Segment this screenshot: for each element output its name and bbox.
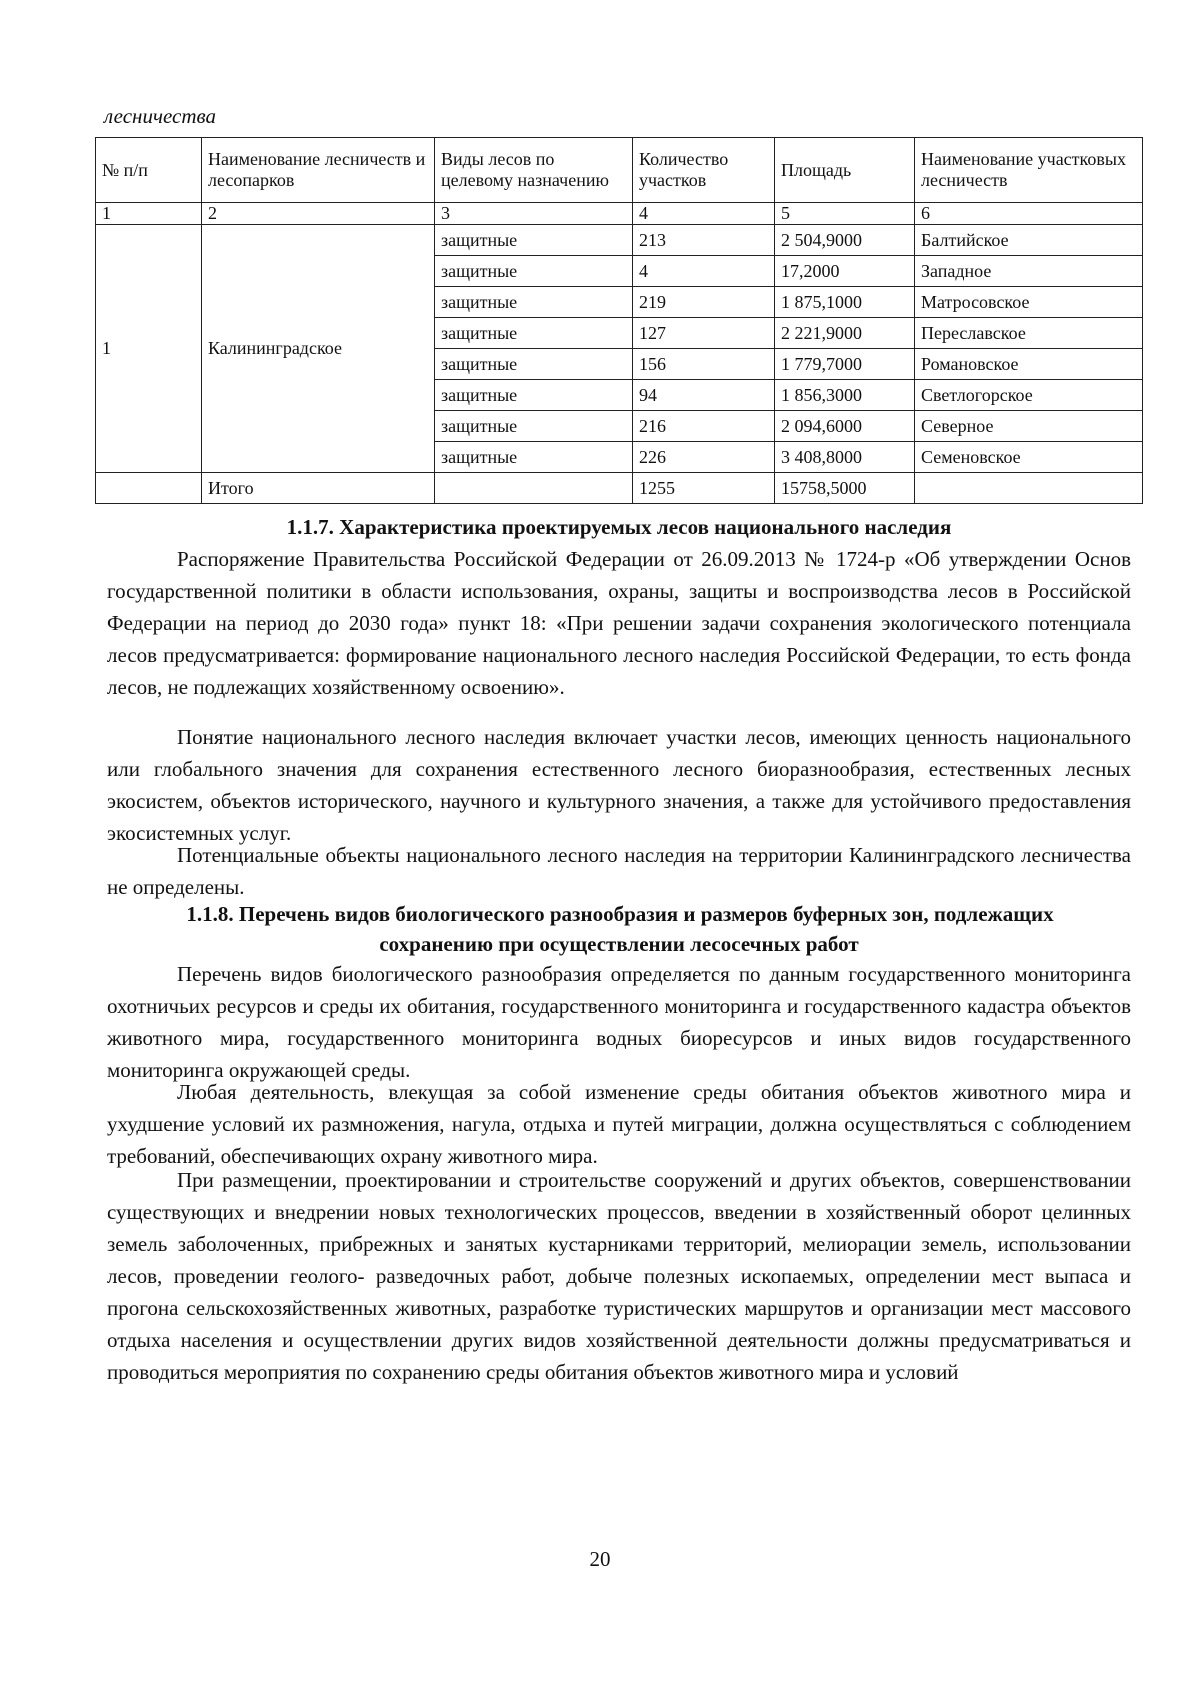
column-number-cell: 1 xyxy=(96,203,202,225)
total-count: 1255 xyxy=(633,473,775,504)
cell-type: защитные xyxy=(435,349,633,380)
cell-name: Романовское xyxy=(915,349,1143,380)
cell-name: Балтийское xyxy=(915,225,1143,256)
cell-name: Семеновское xyxy=(915,442,1143,473)
cell-name: Северное xyxy=(915,411,1143,442)
cell-count: 216 xyxy=(633,411,775,442)
cell-type: защитные xyxy=(435,411,633,442)
cell-name: Светлогорское xyxy=(915,380,1143,411)
header-cell: Наименование участковых лесничеств xyxy=(915,138,1143,203)
paragraph: Потенциальные объекты национального лесного наследия на территории Калининградского лесничества не определены. xyxy=(107,843,1131,899)
cell-type: защитные xyxy=(435,225,633,256)
cell-type: защитные xyxy=(435,442,633,473)
cell-name: Западное xyxy=(915,256,1143,287)
cell-count: 213 xyxy=(633,225,775,256)
cell-area: 2 504,9000 xyxy=(775,225,915,256)
paragraph: Распоряжение Правительства Российской Федерации от 26.09.2013 № 1724-р «Об утверждении Основ государственной политики в области использования, охраны, защиты и воспроизводства лесов в Российской Федерации на период до 2030 года» пункт 18: «При решении задачи сохранения экологического потенциала лесов предусматривается: формирование национального лесного наследия Российской Федерации, то есть фонда лесов, не подлежащих хозяйственному освоению». xyxy=(107,547,1131,699)
cell-type: защитные xyxy=(435,256,633,287)
header-cell: № п/п xyxy=(96,138,202,203)
column-number-cell: 2 xyxy=(202,203,435,225)
column-number-cell: 6 xyxy=(915,203,1143,225)
header-cell: Наименование лесничеств и лесопарков xyxy=(202,138,435,203)
column-number-cell: 4 xyxy=(633,203,775,225)
forestry-table xyxy=(95,137,1143,504)
column-number-row xyxy=(96,203,1143,225)
table-caption: лесничества xyxy=(104,104,216,128)
table-header-row xyxy=(96,138,1143,203)
table-row xyxy=(96,225,1143,256)
cell-count: 4 xyxy=(633,256,775,287)
cell-type: защитные xyxy=(435,287,633,318)
column-number-cell: 3 xyxy=(435,203,633,225)
paragraph: При размещении, проектировании и строительстве сооружений и других объектов, совершенствовании существующих и внедрении новых технологических процессов, введении в хозяйственный оборот целинных земель заболоченных, прибрежных и занятых кустарниками территорий, мелиорации земель, использовании лесов, проведении геолого- разведочных работ, добыче полезных ископаемых, определении мест выпаса и прогона сельскохозяйственных животных, разработке туристических маршрутов и организации мест массового отдыха населения и осуществлении других видов хозяйственной деятельности должны предусматриваться и проводиться мероприятия по сохранению среды обитания объектов животного мира и условий xyxy=(107,1168,1131,1384)
cell-count: 94 xyxy=(633,380,775,411)
cell-type: защитные xyxy=(435,380,633,411)
total-area: 15758,5000 xyxy=(775,473,915,504)
cell-type: защитные xyxy=(435,318,633,349)
cell-area: 1 875,1000 xyxy=(775,287,915,318)
header-cell: Виды лесов по целевому назначению xyxy=(435,138,633,203)
header-cell: Количество участков xyxy=(633,138,775,203)
table-total-row xyxy=(96,473,1143,504)
cell-count: 226 xyxy=(633,442,775,473)
total-label: Итого xyxy=(202,473,435,504)
cell-area: 2 094,6000 xyxy=(775,411,915,442)
cell-name: Матросовское xyxy=(915,287,1143,318)
total-empty-cell xyxy=(435,473,633,504)
paragraph: Понятие национального лесного наследия включает участки лесов, имеющих ценность национального или глобального значения для сохранения естественного лесного биоразнообразия, естественных лесных экосистем, объектов исторического, научного и культурного значения, а также для устойчивого предоставления экосистемных услуг. xyxy=(107,725,1131,845)
cell-count: 219 xyxy=(633,287,775,318)
section-title-1-1-7: 1.1.7. Характеристика проектируемых лесов национального наследия xyxy=(286,515,952,539)
cell-count: 156 xyxy=(633,349,775,380)
cell-count: 127 xyxy=(633,318,775,349)
section-title-1-1-8-line1: 1.1.8. Перечень видов биологического разнообразия и размеров буферных зон, подлежащих xyxy=(186,902,1054,926)
total-empty-cell xyxy=(915,473,1143,504)
cell-area: 1 779,7000 xyxy=(775,349,915,380)
cell-area: 2 221,9000 xyxy=(775,318,915,349)
paragraph: Перечень видов биологического разнообразия определяется по данным государственного мониторинга охотничьих ресурсов и среды их обитания, государственного мониторинга и государственного кадастра объектов животного мира, государственного мониторинга водных биоресурсов и иных видов государственного мониторинга окружающей среды. xyxy=(107,962,1131,1082)
cell-area: 17,2000 xyxy=(775,256,915,287)
cell-name: Переславское xyxy=(915,318,1143,349)
header-cell: Площадь xyxy=(775,138,915,203)
section-title-1-1-8-line2: сохранению при осуществлении лесосечных работ xyxy=(379,932,859,956)
cell-area: 3 408,8000 xyxy=(775,442,915,473)
column-number-cell: 5 xyxy=(775,203,915,225)
group-number-cell: 1 xyxy=(96,225,202,473)
total-empty-cell xyxy=(96,473,202,504)
cell-area: 1 856,3000 xyxy=(775,380,915,411)
group-name-cell: Калининградское xyxy=(202,225,435,473)
paragraph: Любая деятельность, влекущая за собой изменение среды обитания объектов животного мира и ухудшение условий их размножения, нагула, отдыха и путей миграции, должна осуществляться с соблюдением требований, обеспечивающих охрану животного мира. xyxy=(107,1080,1131,1168)
page-number: 20 xyxy=(589,1547,611,1571)
